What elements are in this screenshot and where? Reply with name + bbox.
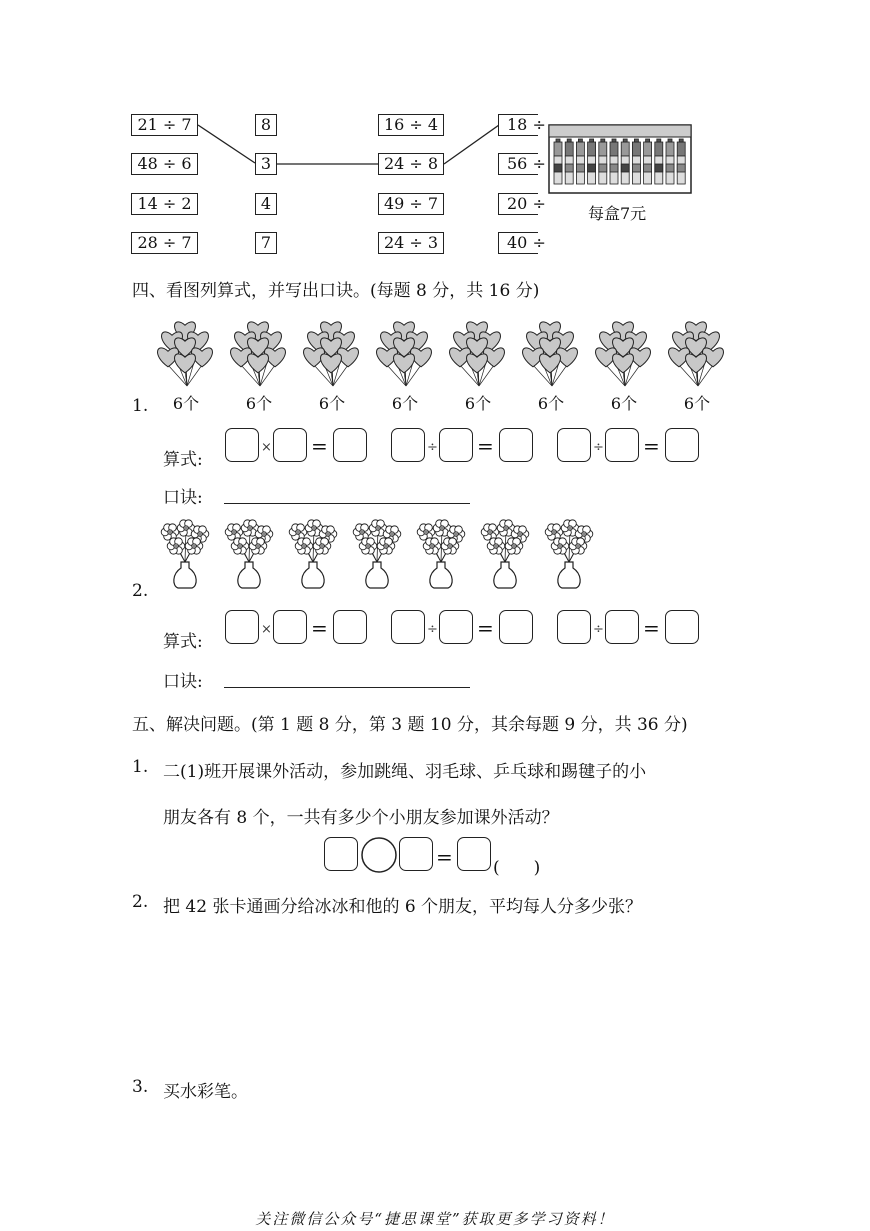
divide-sign: ÷ xyxy=(427,622,438,637)
answer-box[interactable] xyxy=(499,428,533,462)
answer-box[interactable] xyxy=(605,610,639,644)
answer-box[interactable] xyxy=(333,610,367,644)
marker-band-icon xyxy=(632,164,640,172)
balloon-count-label: 6个 xyxy=(610,394,638,413)
marker-cap-icon xyxy=(655,142,663,156)
balloon-bunch-icon xyxy=(450,318,508,390)
rhyme-label: 口诀: xyxy=(163,672,203,692)
question-1-number: 1. xyxy=(132,757,149,777)
balloon-count-label: 6个 xyxy=(537,394,565,413)
formula-label: 算式: xyxy=(163,632,203,652)
marker-band-icon xyxy=(644,164,652,172)
marker-cap-icon xyxy=(576,142,584,156)
answer-box[interactable] xyxy=(499,610,533,644)
balloon-bunch-icon xyxy=(596,318,654,390)
equals-sign: = xyxy=(311,616,328,640)
marker-cap-icon xyxy=(621,142,629,156)
answer-box[interactable] xyxy=(225,610,259,644)
marker-band-icon xyxy=(666,164,674,172)
answer-number: 3 xyxy=(255,153,277,175)
marker-cap-icon xyxy=(554,142,562,156)
marker-tip-icon xyxy=(601,139,605,142)
answer-number: 7 xyxy=(255,232,277,254)
divide-sign: ÷ xyxy=(593,622,604,637)
section-5-heading: 五、解决问题。(第 1 题 8 分，第 3 题 10 分，其余每题 9 分，共 36 分) xyxy=(132,715,688,735)
question-3-text: 买水彩笔。 xyxy=(163,1082,248,1102)
marker-band-icon xyxy=(621,164,629,172)
answer-box[interactable] xyxy=(273,610,307,644)
balloon-bunch-icon xyxy=(158,318,216,390)
marker-band-icon xyxy=(565,164,573,172)
problem-2-number: 2. xyxy=(132,581,149,601)
question-2-text: 把 42 张卡通画分给冰冰和他的 6 个朋友，平均每人分多少张？ xyxy=(163,897,643,917)
flower-vase-icon xyxy=(222,518,278,590)
multiply-sign: × xyxy=(261,440,272,455)
answer-number: 4 xyxy=(255,193,277,215)
answer-box[interactable] xyxy=(324,837,358,871)
rhyme-answer-line[interactable] xyxy=(224,687,470,688)
answer-box[interactable] xyxy=(439,428,473,462)
answer-box[interactable] xyxy=(225,428,259,462)
flower-vase-icon xyxy=(414,518,470,590)
division-expression: 16 ÷ 4 xyxy=(378,114,444,136)
balloon-count-label: 6个 xyxy=(464,394,492,413)
marker-tip-icon xyxy=(668,139,672,142)
marker-cap-icon xyxy=(644,142,652,156)
answer-box[interactable] xyxy=(665,610,699,644)
division-expression: 48 ÷ 6 xyxy=(131,153,198,175)
balloon-count-label: 6个 xyxy=(245,394,273,413)
division-expression-cut: 56 ÷ xyxy=(498,153,538,175)
match-line xyxy=(444,125,499,164)
answer-box[interactable] xyxy=(557,610,591,644)
equals-sign: = xyxy=(477,616,494,640)
marker-band-icon xyxy=(655,164,663,172)
equals-sign: = xyxy=(436,845,453,869)
equals-sign: = xyxy=(311,434,328,458)
balloon-bunch-icon xyxy=(669,318,727,390)
balloon-bunch-icon xyxy=(523,318,581,390)
marker-band-icon xyxy=(610,164,618,172)
section-4-heading: 四、看图列算式，并写出口诀。(每题 8 分，共 16 分) xyxy=(132,281,540,301)
equals-sign: = xyxy=(477,434,494,458)
answer-box[interactable] xyxy=(391,428,425,462)
balloon-count-label: 6个 xyxy=(172,394,200,413)
balloon-bunch-icon xyxy=(231,318,289,390)
flower-vase-icon xyxy=(350,518,406,590)
marker-cap-icon xyxy=(632,142,640,156)
division-expression: 14 ÷ 2 xyxy=(131,193,198,215)
match-line xyxy=(198,125,255,163)
divide-sign: ÷ xyxy=(427,440,438,455)
marker-cap-icon xyxy=(610,142,618,156)
marker-tip-icon xyxy=(578,139,582,142)
answer-box[interactable] xyxy=(665,428,699,462)
formula-label: 算式: xyxy=(163,450,203,470)
balloon-count-label: 6个 xyxy=(683,394,711,413)
marker-tip-icon xyxy=(634,139,638,142)
marker-tip-icon xyxy=(646,139,650,142)
answer-box[interactable] xyxy=(391,610,425,644)
division-expression-cut: 20 ÷ xyxy=(498,193,538,215)
answer-box[interactable] xyxy=(399,837,433,871)
division-expression: 21 ÷ 7 xyxy=(131,114,198,136)
marker-box-icon xyxy=(548,124,693,196)
marker-cap-icon xyxy=(565,142,573,156)
rhyme-answer-line[interactable] xyxy=(224,503,470,504)
marker-cap-icon xyxy=(588,142,596,156)
balloon-count-label: 6个 xyxy=(318,394,346,413)
balloon-count-label: 6个 xyxy=(391,394,419,413)
marker-cap-icon xyxy=(677,142,685,156)
marker-tip-icon xyxy=(623,139,627,142)
question-1-text: 二(1)班开展课外活动，参加跳绳、羽毛球、乒乓球和踢毽子的小 xyxy=(163,762,647,782)
marker-cap-icon xyxy=(666,142,674,156)
marker-band-icon xyxy=(677,164,685,172)
division-expression: 49 ÷ 7 xyxy=(378,193,444,215)
answer-box[interactable] xyxy=(557,428,591,462)
operator-circle-icon[interactable] xyxy=(360,836,398,874)
division-expression: 24 ÷ 3 xyxy=(378,232,444,254)
unit-paren[interactable]: ( ) xyxy=(493,858,541,878)
answer-box[interactable] xyxy=(333,428,367,462)
multiply-sign: × xyxy=(261,622,272,637)
answer-number: 8 xyxy=(255,114,277,136)
question-1-text-cont: 朋友各有 8 个，一共有多少个小朋友参加课外活动？ xyxy=(163,808,559,828)
marker-band-icon xyxy=(554,164,562,172)
equals-sign: = xyxy=(643,616,660,640)
marker-tip-icon xyxy=(679,139,683,142)
footer-note: 关注微信公众号“捷思课堂”获取更多学习资料！ xyxy=(255,1210,615,1228)
marker-tip-icon xyxy=(657,139,661,142)
divide-sign: ÷ xyxy=(593,440,604,455)
flower-vase-icon xyxy=(478,518,534,590)
question-2-number: 2. xyxy=(132,892,149,912)
flower-vase-icon xyxy=(158,518,214,590)
marker-band-icon xyxy=(599,164,607,172)
answer-box[interactable] xyxy=(457,837,491,871)
problem-1-number: 1. xyxy=(132,396,149,416)
question-3-number: 3. xyxy=(132,1077,149,1097)
price-label: 每盒7元 xyxy=(588,204,647,223)
marker-tip-icon xyxy=(567,139,571,142)
division-expression: 28 ÷ 7 xyxy=(131,232,198,254)
flower-vase-icon xyxy=(542,518,598,590)
answer-box[interactable] xyxy=(273,428,307,462)
division-expression-cut: 18 ÷ xyxy=(498,114,538,136)
marker-tip-icon xyxy=(556,139,560,142)
flower-vase-icon xyxy=(286,518,342,590)
rhyme-label: 口诀: xyxy=(163,488,203,508)
answer-box[interactable] xyxy=(605,428,639,462)
answer-box[interactable] xyxy=(439,610,473,644)
marker-tip-icon xyxy=(590,139,594,142)
marker-band-icon xyxy=(576,164,584,172)
marker-tip-icon xyxy=(612,139,616,142)
equals-sign: = xyxy=(643,434,660,458)
marker-band-icon xyxy=(588,164,596,172)
balloon-bunch-icon xyxy=(304,318,362,390)
marker-cap-icon xyxy=(599,142,607,156)
division-expression: 24 ÷ 8 xyxy=(378,153,444,175)
division-expression-cut: 40 ÷ xyxy=(498,232,538,254)
balloon-bunch-icon xyxy=(377,318,435,390)
